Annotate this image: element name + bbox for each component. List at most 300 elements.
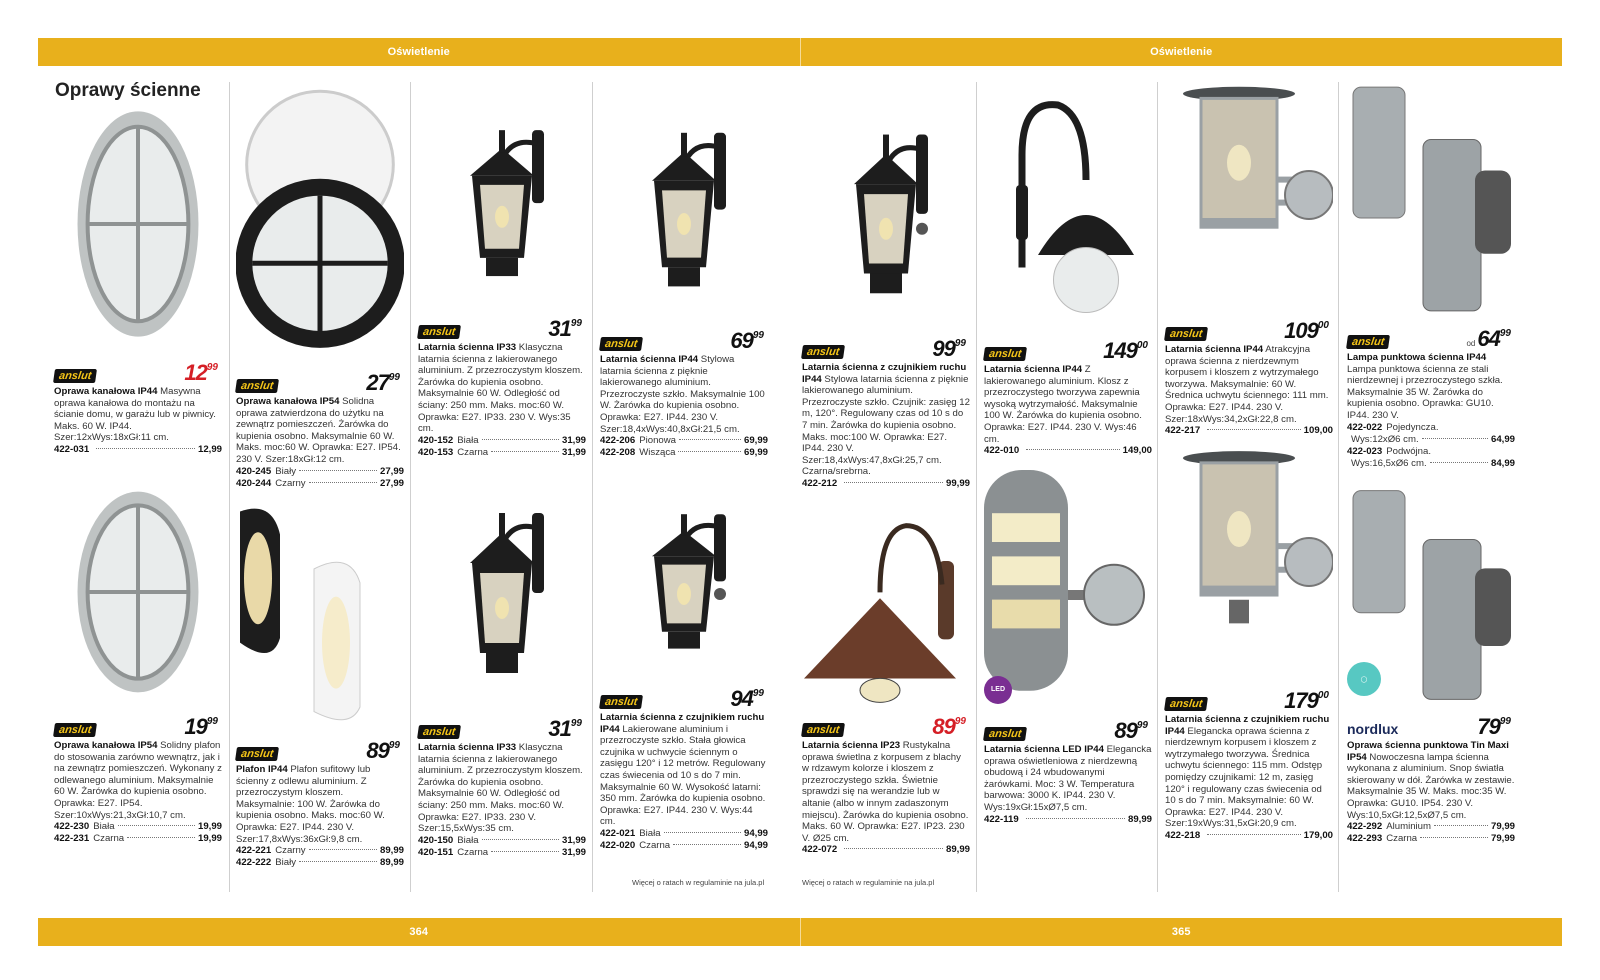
bottom-band xyxy=(38,918,1562,946)
price-decimal: 99 xyxy=(1499,328,1511,339)
sku-price: 31,99 xyxy=(561,846,586,858)
sku-price: 27,99 xyxy=(379,465,404,477)
brand-price-row xyxy=(54,706,222,740)
product-details: Plafon sufitowy lub ścienny z odlewu aluminium. Z przezroczystym kloszem. Maksymalnie: 100 W. Żarówka do kupienia osobno. Maks. moc:60 W. Oprawka: E27. IP44. 230 V. Szer:17,8xWys:36xGł:9,8 cm. xyxy=(236,764,385,845)
sku-variant: Czarna xyxy=(457,446,489,458)
product-title: Oprawa kanałowa IP44 xyxy=(54,386,158,397)
brand-logo: anslut xyxy=(53,723,97,737)
product-details: Klasyczna latarnia ścienna z lakierowanego aluminium. Z przezroczystym kloszem. Żarówka do kupienia osobno. Maksymalnie 60 W. Odległość od ściany: 250 mm. Maks. moc:60 W. Oprawka: E27. IP33. 230 V. Wys:35 cm. xyxy=(418,342,583,435)
brand-price-row xyxy=(1165,310,1333,344)
dot-leader xyxy=(1420,837,1488,838)
product-card[interactable] xyxy=(418,458,586,859)
sku-code: 422-020 xyxy=(600,839,636,851)
product-price xyxy=(1477,714,1511,740)
price-integer: 12 xyxy=(184,360,207,385)
product-price xyxy=(1284,318,1329,344)
price-integer: 79 xyxy=(1477,714,1500,739)
wall-lantern-icon xyxy=(418,458,586,708)
column-divider xyxy=(1338,82,1339,892)
sku-row xyxy=(802,844,970,856)
product-description xyxy=(54,740,222,821)
sku-code: 422-208 xyxy=(600,447,636,459)
sku-code: 422-206 xyxy=(600,435,636,447)
dot-leader xyxy=(844,482,943,483)
brand-logo: anslut xyxy=(801,723,845,737)
product-details: Elegancka oprawa oświetleniowa z nierdzewną obudową i 24 wbudowanymi żarówkami. Moc: 3 W. Temperatura barwowa: 3000 K. IP44. 230 V. Wys:19xGł:15xØ7,5 cm. xyxy=(984,744,1152,813)
wall-lantern-sensor-icon xyxy=(600,468,768,678)
product-image xyxy=(984,470,1152,710)
product-price xyxy=(1103,338,1148,364)
product-title: Latarnia ścienna IP33 xyxy=(418,342,517,353)
sku-code: 422-212 xyxy=(802,477,838,489)
brand-price-row xyxy=(984,686,1152,744)
sku-price: 94,99 xyxy=(743,839,768,851)
column-divider xyxy=(1157,82,1158,892)
sku-code: 420-151 xyxy=(418,846,454,858)
brand-price-row xyxy=(54,352,222,386)
brand-price-row xyxy=(802,706,970,740)
column-divider xyxy=(976,82,977,892)
brand-logo: anslut xyxy=(1164,697,1208,711)
product-card[interactable] xyxy=(984,80,1152,457)
sku-list xyxy=(600,828,768,852)
sku-variant: Czarny xyxy=(275,845,306,857)
sku-row xyxy=(54,821,222,833)
sku-list xyxy=(1165,425,1333,437)
bulb-included-icon: ◯ xyxy=(1347,662,1381,696)
price-prefix: od xyxy=(1466,339,1476,348)
product-image xyxy=(236,500,404,730)
product-price xyxy=(1284,688,1329,714)
sku-code: 422-119 xyxy=(984,813,1019,825)
dot-leader xyxy=(1026,818,1125,819)
brand-price-row xyxy=(984,330,1152,364)
sku-list xyxy=(984,445,1152,457)
product-price xyxy=(548,716,582,742)
installment-note-right: Więcej o ratach w regulaminie na jula.pl xyxy=(802,878,935,887)
sku-row xyxy=(600,840,768,852)
product-title: Latarnia ścienna IP33 xyxy=(418,742,517,753)
product-card[interactable] xyxy=(1165,80,1333,437)
product-card[interactable] xyxy=(802,80,970,490)
sku-row xyxy=(1347,833,1515,845)
sku-variant: Podwójna. xyxy=(1386,445,1432,457)
product-title: Latarnia ścienna IP44 xyxy=(600,354,699,365)
sku-variant: Czarna xyxy=(1386,833,1418,845)
product-description xyxy=(418,742,586,835)
price-decimal: 99 xyxy=(954,716,966,727)
flush-wall-light-icon xyxy=(236,500,404,730)
brand-price-row xyxy=(802,328,970,362)
product-price xyxy=(1466,326,1511,352)
sku-code: 420-153 xyxy=(418,446,454,458)
sku-row xyxy=(1347,422,1515,434)
product-card[interactable] xyxy=(236,500,404,869)
sku-price: 31,99 xyxy=(561,434,586,446)
steel-lantern-sensor-icon xyxy=(1165,444,1333,680)
price-integer: 89 xyxy=(366,738,389,763)
sku-variant: Wys:12xØ6 cm. xyxy=(1351,433,1419,445)
sku-code: 420-150 xyxy=(418,834,454,846)
brand-logo: nordlux xyxy=(1347,721,1399,737)
product-details: Lakierowane aluminium i przezroczyste szkło. Stała głowica czujnika w uchwycie ściennym o zasięgu 120° i 12 metrów. Regulowany czas świecenia od 10 s do 7 min. Maksymalnie 60 W. Wysokość latarni: 350 mm. Żarówka do kupienia osobno. Oprawka: E27. IP44. 230 V. Wys:44 cm. xyxy=(600,723,766,828)
sku-row xyxy=(600,828,768,840)
product-card[interactable] xyxy=(984,470,1152,826)
price-integer: 19 xyxy=(184,714,207,739)
product-details: Lampa punktowa ścienna ze stali nierdzewnej i przezroczystego szkła. Maksymalnie 35 W. Żarówka do kupienia osobno. Oprawka: GU10. IP44. 230 V. xyxy=(1347,363,1503,421)
product-details: Z lakierowanego aluminium. Klosz z przezroczystego tworzywa zapewnia wysoką wytrzymałość. Maksymalnie 100 W. Żarówka do kupienia osobno. Oprawka: E27. IP44. 230 V. Wys:46 cm. xyxy=(984,364,1142,445)
sku-code: 422-010 xyxy=(984,445,1020,457)
sku-row xyxy=(54,833,222,845)
spot-cylinder-icon xyxy=(1347,80,1515,318)
product-title: Latarnia ścienna IP44 xyxy=(1165,344,1264,355)
sku-price: 94,99 xyxy=(743,827,768,839)
bulkhead-oval-icon xyxy=(54,478,222,706)
sku-price: 12,99 xyxy=(197,443,222,455)
product-card[interactable] xyxy=(600,468,768,852)
product-title: Lampa punktowa ścienna IP44 xyxy=(1347,352,1487,363)
sku-variant: Biała xyxy=(457,834,479,846)
product-price xyxy=(730,686,764,712)
sku-variant: Pojedyncza. xyxy=(1386,421,1439,433)
product-details: Stylowa latarnia ścienna z pięknie lakierowanego aluminium. Przezroczyste szkło. Czujnik: zasięg 12 m, 120°. Regulowany czas od 10 s do 7 min. Żarówka do kupienia osobno. Maks. moc:100 W. Oprawka: E27. IP44. 230 V. Szer:18,4xWys:47,8xGł:25,7 cm. Czarna/srebrna. xyxy=(802,373,970,478)
dot-leader xyxy=(1207,429,1300,430)
sku-row xyxy=(236,466,404,478)
sku-row xyxy=(236,845,404,857)
product-description xyxy=(600,712,768,828)
section-heading: Oprawy ścienne xyxy=(55,80,201,101)
product-title: Plafon IP44 xyxy=(236,764,288,775)
sku-variant: Pionowa xyxy=(639,435,677,447)
led-cylinder-icon xyxy=(984,470,1152,710)
product-description xyxy=(600,354,768,435)
dot-leader xyxy=(491,451,559,452)
page-number-right: 365 xyxy=(800,918,1563,946)
brand-logo: anslut xyxy=(235,747,279,761)
sku-price: 79,99 xyxy=(1490,833,1515,845)
product-description xyxy=(418,342,586,435)
sku-variant: Biały xyxy=(275,465,297,477)
sku-price: 69,99 xyxy=(743,435,768,447)
sku-code: 422-022 xyxy=(1347,421,1383,433)
product-price xyxy=(932,336,966,362)
sku-variant: Czarna xyxy=(639,839,671,851)
dot-leader xyxy=(678,451,741,452)
price-decimal: 99 xyxy=(752,688,764,699)
product-title: Oprawa kanałowa IP54 xyxy=(236,396,340,407)
category-label-right: Oświetlenie xyxy=(800,38,1563,66)
sku-code: 422-072 xyxy=(802,844,838,856)
led-badge xyxy=(984,676,1012,704)
sku-row xyxy=(1347,434,1515,446)
sku-row xyxy=(54,444,222,456)
dot-leader xyxy=(1430,462,1488,463)
sku-price: 99,99 xyxy=(945,477,970,489)
price-decimal: 99 xyxy=(752,330,764,341)
price-integer: 69 xyxy=(730,328,753,353)
brand-logo: anslut xyxy=(599,695,643,709)
sku-variant: Biała xyxy=(93,821,115,833)
price-decimal: 99 xyxy=(1499,716,1511,727)
sku-variant: Biała xyxy=(457,434,479,446)
dot-leader xyxy=(309,482,377,483)
product-description xyxy=(54,386,222,444)
sku-code: 422-031 xyxy=(54,443,90,455)
sku-code: 422-023 xyxy=(1347,445,1383,457)
sku-price: 31,99 xyxy=(561,834,586,846)
wall-lantern-icon xyxy=(600,80,768,320)
product-card[interactable] xyxy=(1165,444,1333,842)
sku-code: 422-293 xyxy=(1347,833,1383,845)
sku-row xyxy=(418,835,586,847)
sku-row xyxy=(236,857,404,869)
product-title: Oprawa kanałowa IP54 xyxy=(54,740,158,751)
product-description xyxy=(984,364,1152,445)
product-price xyxy=(1114,718,1148,744)
product-card[interactable] xyxy=(236,80,404,490)
dot-leader xyxy=(127,837,195,838)
sku-price: 19,99 xyxy=(197,833,222,845)
sku-price: 69,99 xyxy=(743,447,768,459)
sku-list xyxy=(418,835,586,859)
barn-lamp-icon xyxy=(802,510,970,706)
sku-list xyxy=(54,444,222,456)
dot-leader xyxy=(1422,438,1488,439)
product-title: Latarnia ścienna IP23 xyxy=(802,740,901,751)
sku-price: 149,00 xyxy=(1122,445,1152,457)
sku-list xyxy=(54,821,222,845)
product-image xyxy=(600,468,768,678)
sku-code: 420-152 xyxy=(418,434,454,446)
sku-variant: Biały xyxy=(275,857,297,869)
product-description xyxy=(236,764,404,845)
sku-price: 27,99 xyxy=(379,477,404,489)
sku-row xyxy=(418,435,586,447)
brand-price-row xyxy=(1347,318,1515,352)
sku-code: 420-245 xyxy=(236,465,272,477)
product-card[interactable] xyxy=(54,478,222,845)
sku-price: 79,99 xyxy=(1490,821,1515,833)
price-integer: 89 xyxy=(1114,718,1137,743)
dot-leader xyxy=(673,844,741,845)
brand-logo: anslut xyxy=(801,345,845,359)
product-card[interactable] xyxy=(54,96,222,456)
price-decimal: 99 xyxy=(954,338,966,349)
product-details: Rustykalna oprawa świetlna z korpusem z blachy w rdzawym kolorze i kloszem z przezroczystego szkła. Świetnie sprawdzi się na werandzie lub w altanie (albo w innym zadaszonym miejscu). Żarówka do kupienia osobno. Maks. 60 W. Oprawka: E27. IP23. 230 V. Ø25 cm. xyxy=(802,740,969,844)
sku-list xyxy=(984,814,1152,826)
brand-price-row xyxy=(418,308,586,342)
product-card[interactable] xyxy=(802,510,970,856)
price-decimal: 00 xyxy=(1317,690,1329,701)
sku-price: 19,99 xyxy=(197,821,222,833)
dot-leader xyxy=(1434,825,1488,826)
product-price xyxy=(932,714,966,740)
price-integer: 179 xyxy=(1284,688,1318,713)
sku-row xyxy=(418,847,586,859)
product-title: Oprawa ścienna punktowa Tin Maxi IP54 xyxy=(1347,740,1509,763)
sku-row xyxy=(418,447,586,459)
dot-leader xyxy=(482,839,559,840)
product-title: Latarnia ścienna z czujnikiem ruchu IP44 xyxy=(600,712,765,735)
product-details: Atrakcyjna oprawa ścienna z nierdzewnym korpusem i kloszem z wytrzymałego tworzywa. Maksymalnie: 60 W. Średnica uchwytu ściennego: 111 mm. Oprawka: E27. IP44. 230 V. Szer:18xWys:34,2xGł:22,8 cm. xyxy=(1165,344,1329,425)
dot-leader xyxy=(299,470,377,471)
brand-price-row xyxy=(600,320,768,354)
sku-price: 89,99 xyxy=(945,844,970,856)
sku-list xyxy=(802,844,970,856)
sku-price: 31,99 xyxy=(561,446,586,458)
price-integer: 31 xyxy=(548,316,571,341)
sku-row xyxy=(1347,458,1515,470)
product-details: Solidna oprawa zatwierdzona do użytku na zewnątrz pomieszczeń. Żarówka do kupienia osobno. Maksymalnie 60 W. Maks. moc:60 W. Oprawka: E27. IP54. 230 V. Szer:18xGł:12 cm. xyxy=(236,396,401,465)
sku-list xyxy=(802,478,970,490)
dot-leader xyxy=(664,832,741,833)
price-integer: 31 xyxy=(548,716,571,741)
product-price xyxy=(184,714,218,740)
dot-leader xyxy=(482,439,559,440)
dot-leader xyxy=(679,439,741,440)
sku-variant: Wys:16,5xØ6 cm. xyxy=(1351,457,1427,469)
price-integer: 99 xyxy=(932,336,955,361)
sku-list xyxy=(1347,821,1515,845)
sku-list xyxy=(236,466,404,490)
sku-code: 422-292 xyxy=(1347,821,1383,833)
product-description xyxy=(236,396,404,466)
brand-logo: anslut xyxy=(983,727,1027,741)
brand-logo: anslut xyxy=(599,337,643,351)
sku-variant: Biała xyxy=(639,827,661,839)
installment-note-left: Więcej o ratach w regulaminie na jula.pl xyxy=(632,878,765,887)
product-details: Stylowa latarnia ścienna z pięknie lakierowanego aluminium. Przezroczyste szkło. Maksymalnie 100 W. Żarówka do kupienia osobno. Oprawka: E27. IP44. 230 V. Szer:18,4xWys:40,8xGł:21,5 cm. xyxy=(600,354,765,435)
sku-variant: Aluminium xyxy=(1386,821,1432,833)
price-decimal: 99 xyxy=(206,716,218,727)
product-description xyxy=(1347,740,1515,821)
sku-row xyxy=(1165,425,1333,437)
sku-price: 64,99 xyxy=(1490,433,1515,445)
column-divider xyxy=(410,82,411,892)
brand-price-row xyxy=(418,708,586,742)
product-title: Latarnia ścienna z czujnikiem ruchu IP44 xyxy=(1165,714,1330,737)
sku-list xyxy=(1347,422,1515,470)
product-description xyxy=(1165,714,1333,830)
brand-price-row xyxy=(1165,680,1333,714)
steel-lantern-icon xyxy=(1165,80,1333,310)
product-image xyxy=(984,80,1152,330)
sku-code: 422-218 xyxy=(1165,829,1201,841)
price-integer: 27 xyxy=(366,370,389,395)
price-decimal: 99 xyxy=(388,372,400,383)
price-decimal: 00 xyxy=(1136,340,1148,351)
sku-row xyxy=(984,445,1152,457)
sku-price: 109,00 xyxy=(1303,425,1333,437)
product-title: Latarnia ścienna z czujnikiem ruchu IP44 xyxy=(802,362,967,385)
sku-code: 422-230 xyxy=(54,821,90,833)
product-description xyxy=(802,740,970,844)
dot-leader xyxy=(299,861,377,862)
product-card[interactable] xyxy=(1347,80,1515,470)
brand-price-row xyxy=(600,678,768,712)
brand-logo: anslut xyxy=(235,379,279,393)
sku-list xyxy=(600,435,768,459)
product-image xyxy=(418,458,586,708)
price-integer: 64 xyxy=(1477,326,1500,351)
price-integer: 89 xyxy=(932,714,955,739)
product-image xyxy=(54,96,222,352)
sku-code: 422-222 xyxy=(236,857,272,869)
product-image xyxy=(1165,444,1333,680)
sku-row xyxy=(1347,446,1515,458)
price-decimal: 99 xyxy=(1136,720,1148,731)
product-details: Elegancka oprawa ścienna z nierdzewnym korpusem i kloszem z wytrzymałego tworzywa. Średnica uchwytu ściennego: 115 mm. Odstęp pomiędzy czujnikami: 12 m, zasięg 120° i regulowany czas świecenia od 10 s do 7 min. Maksymalnie: 60 W. Oprawka: E27. IP44. 230 V. Szer:19xWys:31,5xGł:20,9 cm. xyxy=(1165,725,1323,830)
product-price xyxy=(730,328,764,354)
sku-list xyxy=(1165,830,1333,842)
sku-row xyxy=(802,478,970,490)
product-image xyxy=(1165,80,1333,310)
product-details: Solidny plafon do stosowania zarówno wewnątrz, jak i na zewnątrz pomieszczeń. Wykonany z odlewanego aluminium. Maksymalnie 60 W. Żarówka do kupienia osobno. Oprawka: E27. IP54. Szer:10xWys:21,3xGł:10,7 cm. xyxy=(54,740,222,821)
dot-leader xyxy=(844,848,943,849)
brand-price-row xyxy=(1347,676,1515,740)
sku-code: 422-231 xyxy=(54,833,90,845)
brand-logo: anslut xyxy=(417,725,461,739)
dot-leader xyxy=(491,851,559,852)
sku-code: 422-217 xyxy=(1165,425,1201,437)
product-image xyxy=(54,478,222,706)
sku-variant: Wisząca xyxy=(639,447,676,459)
sku-variant: Czarna xyxy=(93,833,125,845)
sku-price: 84,99 xyxy=(1490,457,1515,469)
product-details: Nowoczesna lampa ścienna wykonana z aluminium. Snop światła skierowany w dół. Żarówka w zestawie. Maksymalnie 35 W. Maks. moc:35 W. Oprawka: GU10. IP54. 230 V. Wys:10,5xGł:12,5xØ7,5 cm. xyxy=(1347,751,1515,821)
sku-row xyxy=(600,447,768,459)
product-image xyxy=(802,510,970,706)
brand-logo: anslut xyxy=(1346,335,1390,349)
price-decimal: 99 xyxy=(570,718,582,729)
sku-price: 89,99 xyxy=(1127,813,1152,825)
brand-price-row xyxy=(236,730,404,764)
product-image xyxy=(802,80,970,328)
product-price xyxy=(184,360,218,386)
sku-row xyxy=(1165,830,1333,842)
sku-variant: Czarna xyxy=(457,846,489,858)
wall-lantern-sensor-icon xyxy=(802,80,970,328)
swan-neck-lamp-icon xyxy=(984,80,1152,330)
price-integer: 94 xyxy=(730,686,753,711)
product-description xyxy=(1347,352,1515,422)
column-divider xyxy=(229,82,230,892)
sku-row xyxy=(236,478,404,490)
brand-logo: anslut xyxy=(983,347,1027,361)
bulkhead-round-icon xyxy=(236,80,404,362)
brand-logo: anslut xyxy=(417,325,461,339)
product-image xyxy=(1347,80,1515,318)
price-decimal: 00 xyxy=(1317,320,1329,331)
brand-logo: anslut xyxy=(53,369,97,383)
sku-price: 89,99 xyxy=(379,845,404,857)
price-decimal: 99 xyxy=(570,318,582,329)
dot-leader xyxy=(1026,449,1119,450)
dot-leader xyxy=(96,448,195,449)
product-title: Latarnia ścienna LED IP44 xyxy=(984,744,1104,755)
sku-code: 422-021 xyxy=(600,827,636,839)
sku-price: 179,00 xyxy=(1303,829,1333,841)
product-card[interactable] xyxy=(418,80,586,459)
product-card[interactable] xyxy=(600,80,768,459)
led-badge-label: LED xyxy=(991,686,1005,693)
page-number-left: 364 xyxy=(409,926,429,938)
product-card[interactable] xyxy=(1347,484,1515,845)
price-integer: 109 xyxy=(1284,318,1318,343)
product-price xyxy=(366,370,400,396)
price-decimal: 99 xyxy=(206,362,218,373)
sku-row xyxy=(1347,821,1515,833)
